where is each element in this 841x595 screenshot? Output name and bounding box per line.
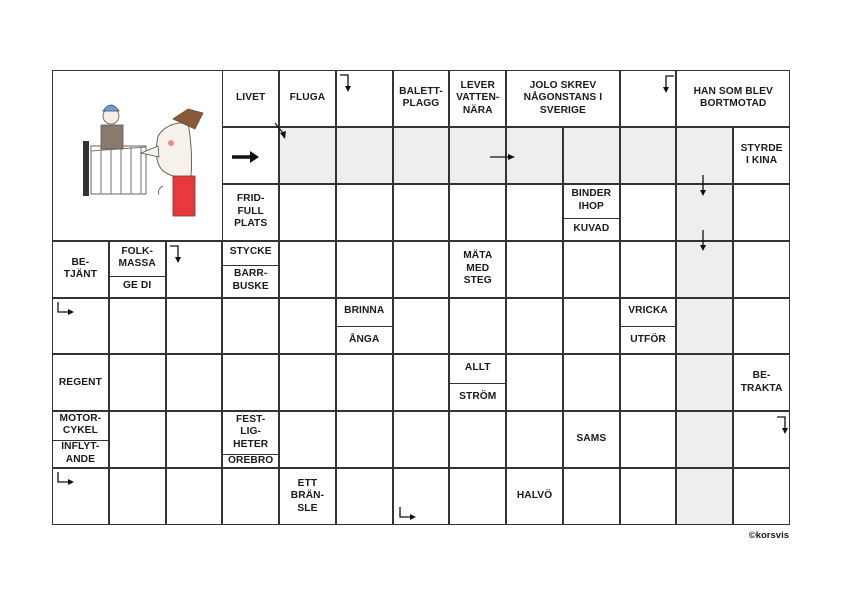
grid-cell[interactable] bbox=[449, 411, 506, 468]
clue-livet: LIVET bbox=[235, 92, 266, 104]
grid-cell[interactable] bbox=[676, 468, 733, 525]
grid-cell[interactable] bbox=[166, 411, 223, 468]
grid-cell[interactable] bbox=[506, 241, 563, 298]
clue-festligheter: FEST- LIG- HETER bbox=[233, 413, 269, 450]
grid-cell[interactable] bbox=[676, 411, 733, 468]
clue-utfor: UTFÖR bbox=[630, 333, 666, 345]
clue-jolo: JOLO SKREV NÅGONSTANS I SVERIGE bbox=[523, 79, 603, 116]
clue-vricka: VRICKA bbox=[628, 305, 668, 317]
grid-cell[interactable] bbox=[166, 468, 223, 525]
direction-arrow-icon bbox=[488, 145, 518, 169]
grid-cell[interactable] bbox=[279, 354, 336, 411]
grid-cell[interactable] bbox=[393, 411, 450, 468]
clue-folkmassa: FOLK- MASSA bbox=[118, 245, 156, 270]
grid-cell[interactable] bbox=[109, 298, 166, 355]
clue-betrakta: BE- TRAKTA bbox=[740, 370, 783, 394]
grid-cell[interactable] bbox=[393, 298, 450, 355]
clue-allt: ALLT bbox=[464, 362, 491, 374]
clue-ge-di: GE DI bbox=[123, 280, 152, 292]
clue-balettplagg: BALETT- PLAGG bbox=[399, 85, 443, 110]
clue-orebro: ÖREBRO bbox=[228, 454, 274, 466]
grid-cell[interactable] bbox=[676, 298, 733, 355]
grid-cell[interactable] bbox=[676, 354, 733, 411]
direction-arrow-icon bbox=[55, 299, 85, 323]
grid-cell[interactable] bbox=[620, 127, 677, 184]
clue-betjant: BE- TJÄNT bbox=[63, 256, 98, 281]
clue-halvo: HALVÖ bbox=[516, 490, 553, 502]
direction-arrow-icon bbox=[693, 173, 723, 197]
clue-kuvad: KUVAD bbox=[573, 223, 610, 234]
grid-cell[interactable] bbox=[563, 468, 620, 525]
clue-lever-vattennara: LEVER VATTEN- NÄRA bbox=[456, 79, 500, 116]
direction-arrow-icon bbox=[693, 228, 723, 252]
clue-anga: ÅNGA bbox=[349, 333, 380, 345]
grid-cell[interactable] bbox=[336, 354, 393, 411]
direction-arrow-icon bbox=[397, 504, 427, 528]
clue-fluga: FLUGA bbox=[289, 92, 326, 104]
clue-fridfull-plats: FRID- FULL PLATS bbox=[234, 193, 268, 230]
grid-cell[interactable] bbox=[733, 241, 790, 298]
copyright-text: ©korsvis bbox=[748, 530, 789, 541]
direction-arrow-icon bbox=[774, 414, 804, 438]
direction-arrow-icon bbox=[167, 243, 197, 267]
clue-strom: STRÖM bbox=[459, 390, 497, 402]
clue-styrde-i-kina: STYRDE I KINA bbox=[740, 142, 783, 167]
illustration-image bbox=[63, 91, 213, 221]
grid-cell[interactable] bbox=[279, 184, 336, 241]
clue-sams: SAMS bbox=[576, 433, 607, 445]
grid-cell[interactable] bbox=[336, 184, 393, 241]
grid-cell[interactable] bbox=[620, 468, 677, 525]
clue-brinna: BRINNA bbox=[344, 305, 385, 317]
clue-ett-bransle: ETT BRÄN- SLE bbox=[290, 477, 325, 514]
grid-cell[interactable] bbox=[109, 354, 166, 411]
clue-inflytande: INFLYT- ANDE bbox=[61, 441, 100, 465]
grid-cell[interactable] bbox=[336, 468, 393, 525]
grid-cell[interactable] bbox=[109, 411, 166, 468]
grid-cell[interactable] bbox=[563, 298, 620, 355]
grid-cell[interactable] bbox=[563, 241, 620, 298]
grid-cell[interactable] bbox=[620, 411, 677, 468]
grid-cell[interactable] bbox=[733, 298, 790, 355]
grid-cell[interactable] bbox=[166, 354, 223, 411]
grid-cell[interactable] bbox=[336, 127, 393, 184]
grid-cell[interactable] bbox=[222, 298, 279, 355]
grid-cell[interactable] bbox=[620, 184, 677, 241]
grid-cell[interactable] bbox=[563, 354, 620, 411]
grid-cell[interactable] bbox=[506, 411, 563, 468]
grid-cell[interactable] bbox=[620, 354, 677, 411]
grid-cell[interactable] bbox=[222, 354, 279, 411]
grid-cell[interactable] bbox=[563, 127, 620, 184]
clue-han-som-blev: HAN SOM BLEV BORTMOTAD bbox=[693, 85, 773, 110]
clue-mata-med-steg: MÄTA MED STEG bbox=[463, 250, 493, 287]
grid-cell[interactable] bbox=[166, 298, 223, 355]
direction-arrow-icon bbox=[660, 73, 690, 97]
grid-cell[interactable] bbox=[393, 127, 450, 184]
direction-arrow-icon bbox=[337, 72, 367, 96]
grid-cell[interactable] bbox=[279, 241, 336, 298]
direction-arrow-icon bbox=[273, 121, 303, 145]
crossword-grid bbox=[52, 70, 790, 525]
grid-cell[interactable] bbox=[506, 184, 563, 241]
grid-cell[interactable] bbox=[733, 184, 790, 241]
grid-cell[interactable] bbox=[449, 298, 506, 355]
grid-cell[interactable] bbox=[620, 241, 677, 298]
grid-cell[interactable] bbox=[222, 468, 279, 525]
direction-arrow-icon bbox=[55, 469, 85, 493]
illustration-cell bbox=[52, 70, 223, 241]
clue-stycke: STYCKE bbox=[229, 246, 272, 258]
clue-motorcykel: MOTOR- CYKEL bbox=[59, 412, 102, 437]
grid-cell[interactable] bbox=[109, 468, 166, 525]
grid-cell[interactable] bbox=[393, 354, 450, 411]
grid-cell[interactable] bbox=[336, 411, 393, 468]
clue-barrbuske: BARR- BUSKE bbox=[232, 268, 269, 292]
grid-cell[interactable] bbox=[449, 184, 506, 241]
clue-regent: REGENT bbox=[58, 376, 102, 388]
grid-cell[interactable] bbox=[336, 241, 393, 298]
grid-cell[interactable] bbox=[279, 298, 336, 355]
clue-binder-ihop: BINDER IHOP bbox=[571, 188, 612, 212]
grid-cell[interactable] bbox=[506, 354, 563, 411]
grid-cell[interactable] bbox=[449, 468, 506, 525]
grid-cell[interactable] bbox=[393, 241, 450, 298]
grid-cell[interactable] bbox=[506, 298, 563, 355]
grid-cell[interactable] bbox=[733, 468, 790, 525]
grid-cell[interactable] bbox=[393, 184, 450, 241]
direction-arrow-icon bbox=[230, 145, 260, 169]
grid-cell[interactable] bbox=[279, 411, 336, 468]
